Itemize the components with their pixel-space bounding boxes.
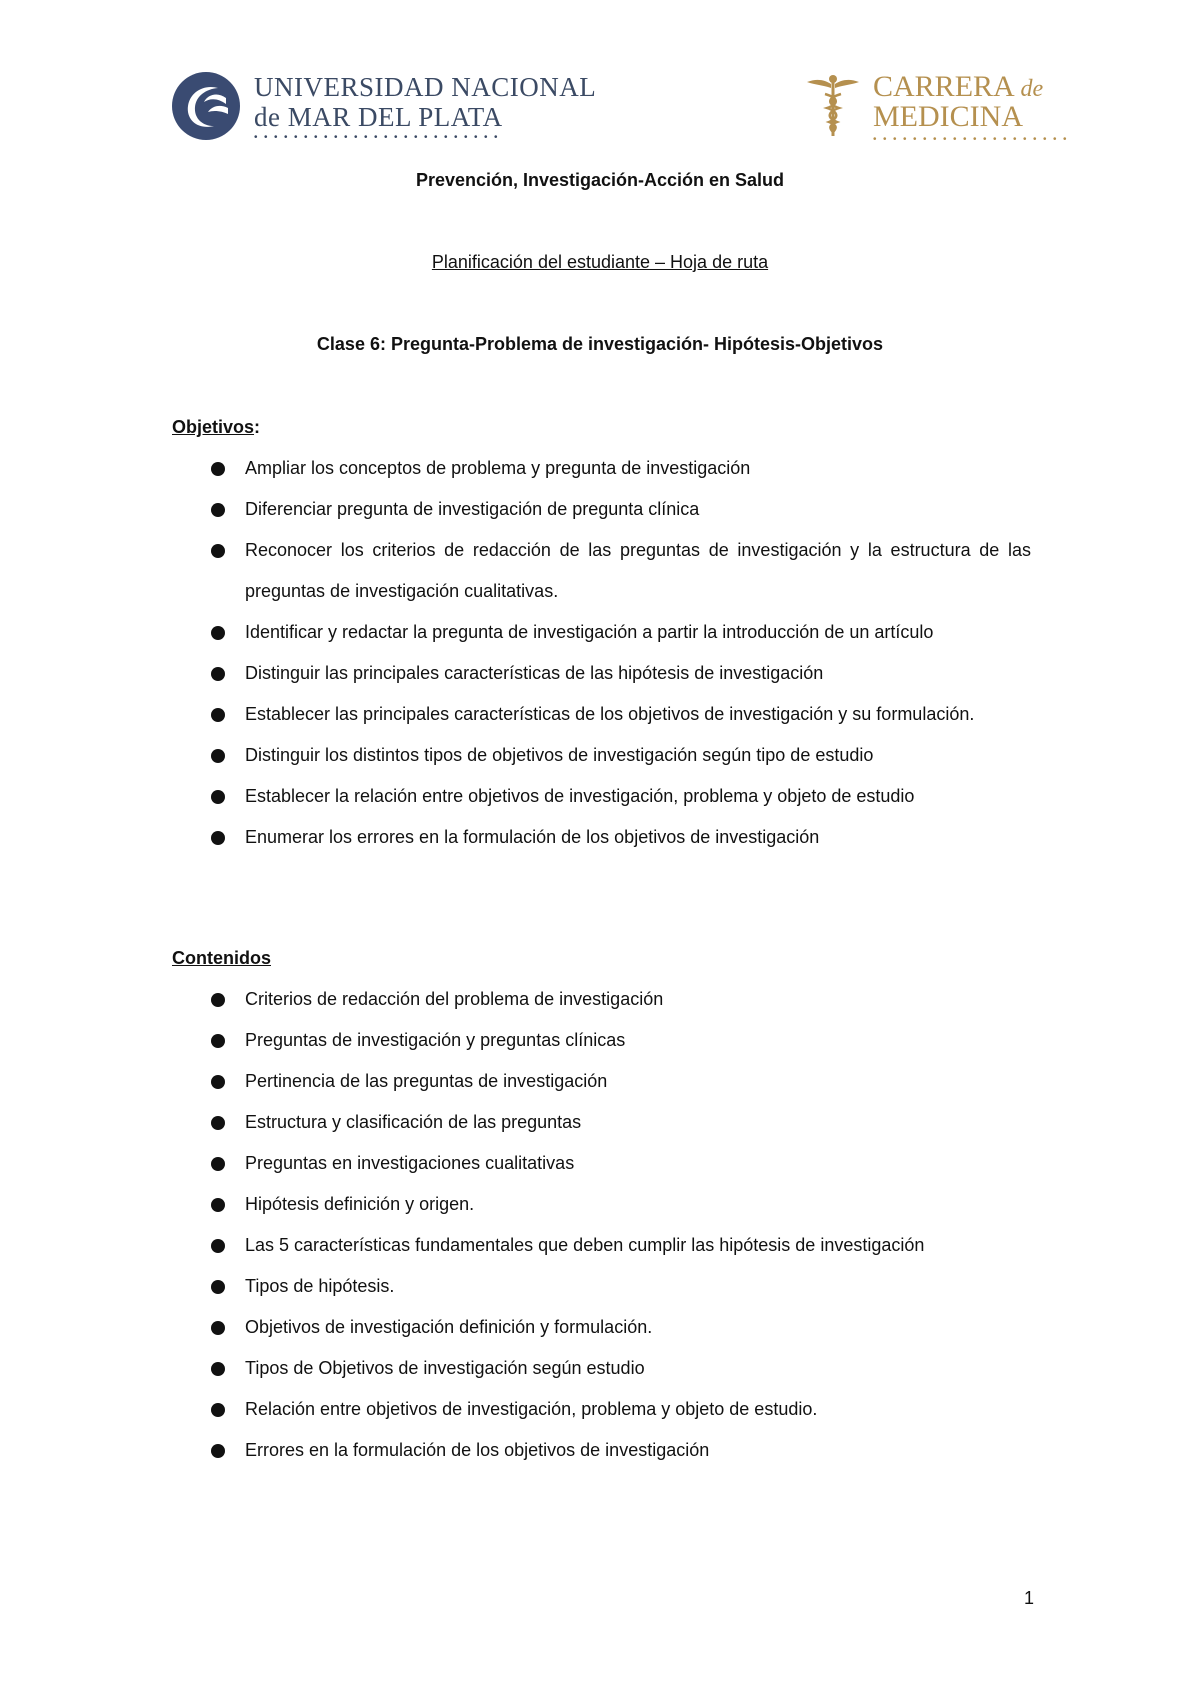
list-item: [0, 489, 1031, 530]
list-item-text: Errores en la formulación de los objetivos de investigación: [245, 1440, 710, 1460]
bullet-icon: [211, 1198, 225, 1212]
list-item: [0, 1266, 1031, 1307]
list-item-text: Distinguir las principales características de las hipótesis de investigación: [245, 663, 824, 683]
bullet-icon: [211, 1034, 225, 1048]
bullet-icon: [211, 667, 225, 681]
list-item: [0, 530, 1031, 612]
list-item-text: Diferenciar pregunta de investigación de pregunta clínica: [245, 499, 700, 519]
bullet-icon: [211, 1075, 225, 1089]
bullet-icon: [211, 626, 225, 640]
list-item-text: Tipos de Objetivos de investigación según estudio: [245, 1358, 645, 1378]
bullet-icon: [211, 1157, 225, 1171]
list-item-text: Preguntas en investigaciones cualitativas: [245, 1153, 575, 1173]
bullet-icon: [211, 993, 225, 1007]
bullet-icon: [211, 1321, 225, 1335]
list-item-text: Relación entre objetivos de investigación, problema y objeto de estudio.: [245, 1399, 818, 1419]
list-item-text: Objetivos de investigación definición y formulación.: [245, 1317, 653, 1337]
bullet-icon: [211, 790, 225, 804]
list-item-text: Criterios de redacción del problema de investigación: [245, 989, 664, 1009]
list-item-text: Ampliar los conceptos de problema y pregunta de investigación: [245, 458, 751, 478]
bullet-icon: [211, 544, 225, 558]
medicine-career-logo: [805, 68, 1074, 148]
list-item: [0, 1389, 1031, 1430]
list-item: [0, 653, 1031, 694]
bullet-icon: [211, 1403, 225, 1417]
list-item-text: Tipos de hipótesis.: [245, 1276, 395, 1296]
medicine-logo-dots: ••••••••••••••••••••: [873, 134, 1074, 145]
list-item: [0, 1225, 1031, 1266]
list-item-text: Las 5 características fundamentales que deben cumplir las hipótesis de investigación: [245, 1235, 925, 1255]
list-item: [0, 1307, 1031, 1348]
list-item-text: Estructura y clasificación de las preguntas: [245, 1112, 582, 1132]
bullet-icon: [211, 1239, 225, 1253]
list-item-text: Establecer las principales características de los objetivos de investigación y su formulación.: [245, 704, 975, 724]
list-item: [0, 1020, 1031, 1061]
contents-list: [0, 979, 1200, 1471]
list-item: [0, 1143, 1031, 1184]
university-name-line2: de MAR DEL PLATA: [254, 102, 503, 132]
caduceus-icon: [805, 70, 861, 140]
list-item-text: Distinguir los distintos tipos de objetivos de investigación según tipo de estudio: [245, 745, 874, 765]
list-item: [0, 1348, 1031, 1389]
medicine-logo-carrera: CARRERA: [873, 70, 1021, 103]
medicine-logo-line1: [873, 70, 1043, 104]
bullet-icon: [211, 1280, 225, 1294]
objectives-heading: [172, 417, 260, 438]
subtitle: [0, 252, 1200, 273]
list-item-text: Identificar y redactar la pregunta de investigación a partir la introducción de un artículo: [245, 622, 934, 642]
list-item: [0, 1102, 1031, 1143]
university-logo: [170, 68, 597, 148]
bullet-icon: [211, 708, 225, 722]
class-title: Clase 6: Pregunta-Problema de investigación- Hipótesis-Objetivos: [316, 334, 884, 354]
list-item: [0, 817, 1031, 858]
list-item: [0, 1430, 1031, 1471]
list-item: [0, 694, 1031, 735]
objectives-heading-text: Objetivos: [172, 417, 255, 437]
objectives-list: [0, 448, 1200, 858]
list-item-text: Hipótesis definición y origen.: [245, 1194, 475, 1214]
list-item-text: Enumerar los errores en la formulación de los objetivos de investigación: [245, 827, 820, 847]
list-item: [0, 612, 1031, 653]
contents-heading-text: Contenidos: [172, 948, 271, 968]
list-item: [0, 735, 1031, 776]
course-title: Prevención, Investigación-Acción en Salud: [415, 170, 785, 190]
bullet-icon: [211, 749, 225, 763]
bullet-icon: [211, 1116, 225, 1130]
list-item: [0, 1061, 1031, 1102]
medicine-logo-line2: MEDICINA: [873, 100, 1023, 133]
university-logo-dots: •••••••••••••••••••••••••: [254, 132, 505, 143]
list-item-text: Reconocer los criterios de redacción de las preguntas de investigación y la estructura de las preguntas de investigación cualitativas.: [245, 540, 1031, 601]
list-item: [0, 1184, 1031, 1225]
medicine-logo-de: de: [1020, 76, 1044, 102]
list-item-text: Pertinencia de las preguntas de investigación: [245, 1071, 608, 1091]
bullet-icon: [211, 831, 225, 845]
list-item: [0, 776, 1031, 817]
list-item: [0, 979, 1031, 1020]
list-item-text: Preguntas de investigación y preguntas clínicas: [245, 1030, 626, 1050]
bullet-icon: [211, 462, 225, 476]
bullet-icon: [211, 1444, 225, 1458]
contents-heading: [172, 948, 271, 969]
university-emblem-icon: [170, 70, 242, 142]
subtitle-text: Planificación del estudiante – Hoja de ruta: [431, 252, 769, 272]
list-item: [0, 448, 1031, 489]
objectives-heading-colon: :: [254, 417, 261, 437]
list-item-text: Establecer la relación entre objetivos de investigación, problema y objeto de estudio: [245, 786, 915, 806]
page-number: 1: [1024, 1588, 1035, 1608]
bullet-icon: [211, 503, 225, 517]
university-name-line1: UNIVERSIDAD NACIONAL: [254, 72, 597, 102]
bullet-icon: [211, 1362, 225, 1376]
